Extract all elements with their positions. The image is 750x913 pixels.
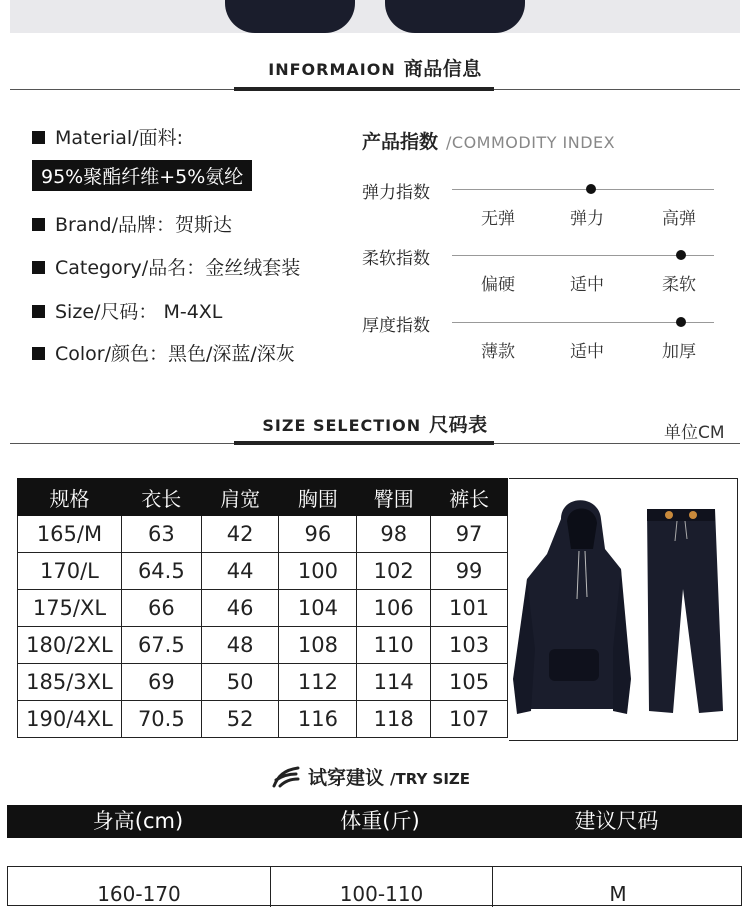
size-table-header: 规格 (18, 479, 122, 516)
table-cell: 165/M (18, 516, 122, 553)
table-cell: 70.5 (121, 701, 201, 738)
table-row (18, 701, 508, 738)
size-table-header: 臀围 (357, 479, 431, 516)
try-size-row (7, 866, 742, 906)
index-track (452, 322, 714, 323)
table-cell: 170/L (18, 553, 122, 590)
table-cell: 102 (357, 553, 431, 590)
size-title-cn: 尺码表 (429, 414, 488, 436)
size-table-header: 肩宽 (201, 479, 279, 516)
category-row: Category/品名：金丝绒套装 (32, 253, 300, 280)
table-cell: 108 (279, 627, 357, 664)
table-cell: 46 (201, 590, 279, 627)
table-cell: 97 (431, 516, 508, 553)
table-cell: 66 (121, 590, 201, 627)
size-row: Size/尺码： M-4XL (32, 297, 222, 324)
table-cell: 110 (357, 627, 431, 664)
size-table-header: 胸围 (279, 479, 357, 516)
table-cell: 100 (279, 553, 357, 590)
tracksuit-illustration (509, 479, 737, 741)
index-marker (676, 317, 686, 327)
index-marker (676, 250, 686, 260)
try-size-header (7, 805, 742, 838)
try-size-value: M (492, 867, 743, 907)
divider-accent (234, 441, 494, 445)
table-cell: 44 (201, 553, 279, 590)
index-option: 柔软 (662, 275, 696, 295)
index-track (452, 255, 714, 256)
material-value: 95%聚酯纤维+5%氨纶 (32, 160, 252, 191)
try-size-title: 试穿建议 /TRY SIZE (272, 763, 470, 793)
table-row (18, 516, 508, 553)
table-cell: 48 (201, 627, 279, 664)
table-cell: 69 (121, 664, 201, 701)
table-cell: 116 (279, 701, 357, 738)
table-cell: 96 (279, 516, 357, 553)
index-label: 柔软指数 (362, 249, 430, 269)
index-option: 无弹 (481, 209, 515, 229)
swoosh-logo-icon (272, 766, 300, 793)
index-marker (586, 184, 596, 194)
index-label: 厚度指数 (362, 316, 430, 336)
size-section-title (0, 410, 750, 437)
info-section-title (0, 54, 750, 81)
index-option: 适中 (570, 275, 604, 295)
garment-image (509, 478, 738, 741)
index-label: 弹力指数 (362, 183, 430, 203)
brand-row: Brand/品牌：贺斯达 (32, 210, 232, 237)
table-row (18, 664, 508, 701)
table-cell: 67.5 (121, 627, 201, 664)
table-cell: 99 (431, 553, 508, 590)
table-cell: 50 (201, 664, 279, 701)
table-cell: 101 (431, 590, 508, 627)
table-cell: 118 (357, 701, 431, 738)
try-header-size: 建议尺码 (574, 809, 659, 833)
index-option: 弹力 (570, 209, 604, 229)
table-cell: 185/3XL (18, 664, 122, 701)
info-title-en: INFORMAION (268, 60, 396, 79)
index-option: 偏硬 (481, 275, 515, 295)
table-cell: 175/XL (18, 590, 122, 627)
table-cell: 107 (431, 701, 508, 738)
color-row: Color/颜色：黑色/深蓝/深灰 (32, 339, 295, 366)
table-cell: 98 (357, 516, 431, 553)
table-cell: 103 (431, 627, 508, 664)
index-track (452, 189, 714, 190)
index-option: 薄款 (481, 342, 515, 362)
try-header-weight: 体重(斤) (340, 809, 420, 833)
try-weight-value: 100-110 (270, 867, 492, 907)
table-cell: 104 (279, 590, 357, 627)
divider-accent (234, 87, 494, 91)
table-cell: 190/4XL (18, 701, 122, 738)
product-photo-top (10, 0, 740, 33)
info-title-cn: 商品信息 (403, 58, 482, 80)
table-cell: 63 (121, 516, 201, 553)
commodity-index-title: 产品指数 /COMMODITY INDEX (362, 131, 616, 153)
table-cell: 64.5 (121, 553, 201, 590)
table-cell: 112 (279, 664, 357, 701)
table-cell: 180/2XL (18, 627, 122, 664)
table-row (18, 627, 508, 664)
index-option: 高弹 (662, 209, 696, 229)
index-option: 加厚 (662, 342, 696, 362)
table-cell: 106 (357, 590, 431, 627)
table-cell: 114 (357, 664, 431, 701)
table-row (18, 553, 508, 590)
size-table-header: 衣长 (121, 479, 201, 516)
try-height-value: 160-170 (97, 882, 181, 906)
material-label: Material/面料: (32, 123, 183, 150)
table-cell: 105 (431, 664, 508, 701)
size-table (17, 478, 508, 738)
try-header-height: 身高(cm) (92, 809, 184, 833)
size-table-header: 裤长 (431, 479, 508, 516)
table-row (18, 590, 508, 627)
table-cell: 52 (201, 701, 279, 738)
size-title-en: SIZE SELECTION (262, 416, 422, 435)
unit-label: 单位CM (664, 423, 725, 443)
index-option: 适中 (570, 342, 604, 362)
table-cell: 42 (201, 516, 279, 553)
